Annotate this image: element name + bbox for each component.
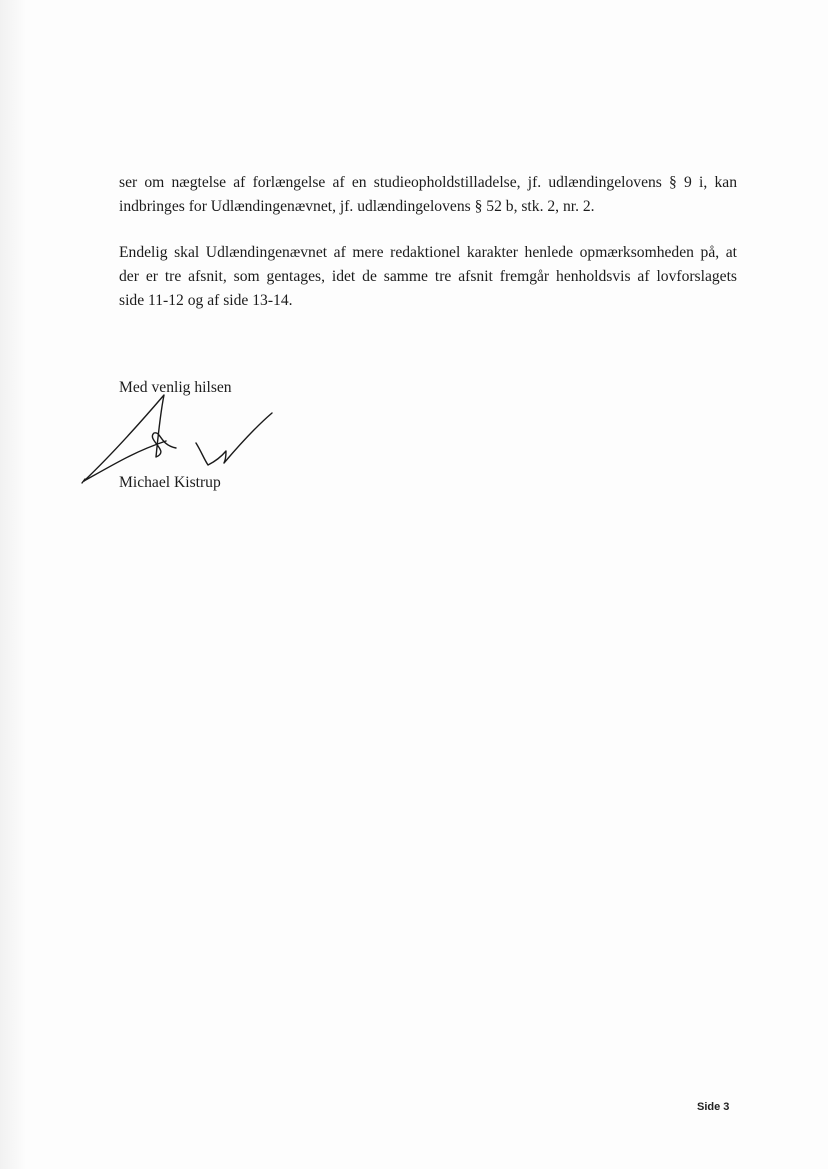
paragraph-appeal-note — [119, 171, 737, 219]
paragraph-line: Endelig skal Udlændingenævnet af mere redaktionel karakter henlede opmærksomheden på, at — [119, 244, 737, 261]
page-number: Side 3 — [697, 1101, 730, 1113]
paragraph-line: indbringes for Udlændingenævnet, jf. udlændingelovens § 52 b, stk. 2, nr. 2. — [119, 198, 595, 215]
paragraph-line: side 11-12 og af side 13-14. — [119, 292, 293, 309]
scan-edge-shadow — [0, 0, 26, 1169]
signer-name: Michael Kistrup — [119, 474, 221, 491]
paragraph-line: ser om nægtelse af forlængelse af en studieopholdstilladelse, jf. udlændingelovens § 9 i, kan — [119, 174, 737, 191]
paragraph-line: der er tre afsnit, som gentages, idet de samme tre afsnit fremgår henholdsvis af lovforslagets — [119, 268, 737, 285]
paragraph-editorial-note — [119, 241, 737, 313]
closing-salutation: Med venlig hilsen — [119, 379, 232, 396]
